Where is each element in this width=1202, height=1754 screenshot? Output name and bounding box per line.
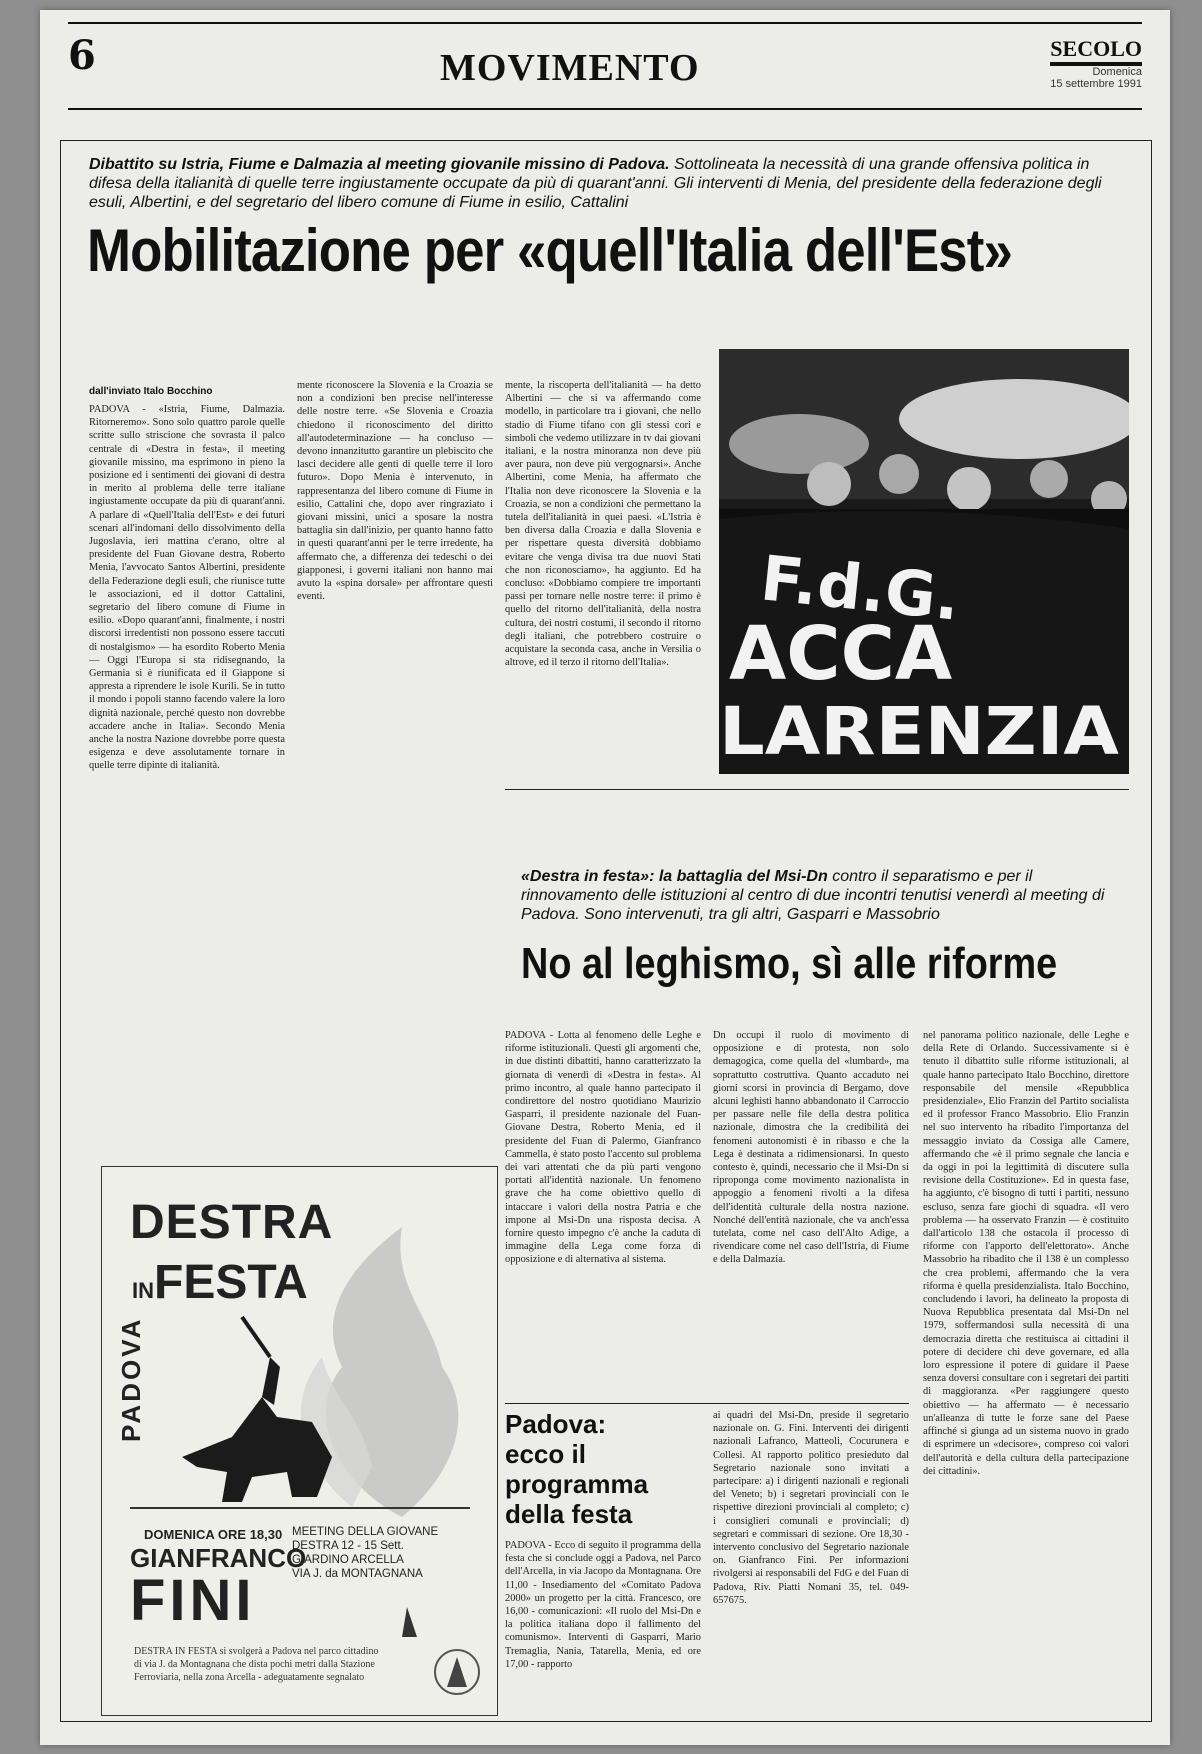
section-title: MOVIMENTO — [440, 47, 700, 89]
ad-speaker-last: FINI — [130, 1568, 256, 1633]
article1-column-1: PADOVA - «Istria, Fiume, Dalmazia. Ritorneremo». Sono solo quattro parole quelle scritte sullo striscione che sovrasta il palco centrale di «Destra in festa», il meeting giovanile missino, ma esprimono in pieno la posizione ed i sentimenti dei giovani di destra in merito al problema delle terre italiane ingiustamente occupate da più di quarant'anni. A parlare di «Quell'Italia dell'Est» e dei futuri scenari all'indomani dello dissolvimento della Jugoslavia, ieri mattina c'erano, oltre al presidente del Fuan Giovane destra, Roberto Menia, l'avvocato Santos Albertini, presidente della Federazione degli esuli, che riunisce tutte le associazioni, ed il dottor Cattalini, segretario del libero comune di Fiume in esilio. «Dopo quarant'anni, finalmente, i nostri discorsi irredentisti non possono essere taccuti di nostalgismo» — ha esordito Roberto Menia — Oggi l'Europa si sta ridisegnando, la Germania si è riunificata ed il Giappone si appresta a riprendere le isole Kurili. Se in tutto il mondo i popoli stanno facendo valere la loro dignità nazionale, perché questo non dovrebbe accadere anche in Italia». Secondo Menia anche la nostra Nazione dovrebbe porre questa esigenza e deve assolutamente tornare in quelle terre dipinte di italianità. — [89, 404, 285, 772]
top-rule — [68, 22, 1142, 24]
program-column-1: PADOVA - Ecco di seguito il programma della festa che si conclude oggi a Padova, nel Parco dell'Arcella, in via Jacopo da Montagnana. Ore 11,00 - Insediamento del «Comitato Padova 2000» un progetto per la città. Francesco, ore 16,00 - comunicazioni: «Il ruolo del Msi-Dn e la politica italiana dopo il fallimento del comunismo». Interventi di Gasparri, Mario Tremaglia, Nania, Tatarella, Menia, ed ore 17,00 - rapporto — [505, 1540, 701, 1670]
ad-title-word: FESTA — [154, 1256, 308, 1309]
ad-city-vertical: PADOVA — [116, 1316, 146, 1442]
destra-in-festa-advert — [101, 1166, 498, 1716]
program-panel — [505, 1409, 725, 1529]
photo-banner-line-3: LARENZIA — [719, 693, 1119, 770]
newspaper-page — [40, 10, 1170, 1745]
issue-date: 15 settembre 1991 — [1050, 78, 1142, 90]
header-rule — [68, 108, 1142, 110]
ad-footer-text: DESTRA IN FESTA si svolgerà a Padova nel parco cittadino di via J. da Montagnana che dista pochi metri dalla Stazione Ferroviaria, nella zona Arcella - adeguatamente segnalato — [134, 1646, 379, 1683]
issue-day: Domenica — [1092, 66, 1142, 78]
photo-banner-line-2: ACCA — [729, 611, 953, 697]
article1-column-3: mente, la riscoperta dell'italianità — ha detto Albertini — che si va affermando come modello, in particolare tra i giovani, che nello stadio di Fiume tifano con gli stessi cori e simboli che vedemo utilizzare in tv dai giovani italiani, e la nostra minoranza non deve più aver paura, non deve più vergognarsi». Anche Albertini, come Menia, ha affermato che l'Italia non deve riconoscere la Slovenia e la Croazia, se non a condizioni che permettano la tutela dell'italianità in quei paesi. «L'Istria è ben diversa dalla Croazia e dalla Slovenia e per rispettare questa diversità dobbiamo evitare che venga divisa tra due nuovi Stati che non riconosciamo», ha aggiunto. Ed ha concluso: «Dobbiamo compiere tre importanti passi per tornare nelle nostre terre: il primo è quello del ritorno dell'italianità, della nostra cultura, dei nostri costumi, il secondo il ritorno degli italiani, che potrebbero costruire o acquistare la seconda casa, anche in Versilia o altrove, ed il terzo il ritorno dell'Italia». — [505, 380, 701, 669]
ad-title-prefix: IN — [132, 1278, 154, 1303]
article2-column-3: nel panorama politico nazionale, delle Leghe e della Rete di Orlando. Successivamente si è tenuto il dibattito sulle riforme istituzionali, al quale hanno partecipato Italo Bocchino, direttore responsabile del mensile «Repubblica presidenziale», Elio Franzin del Partito socialista ed il professor Franco Massobrio. Elio Franzin nel suo intervento ha ribadito l'importanza del messaggio inviato da Cossiga alle Camere, affermando che «è il primo segnale che lancia e da oggi in poi la legittimità di discutere sulla revisione della Costituzione». Ed in questa fase, ha aggiunto, c'è bisogno di tutti i partiti, nessuno escluso, senza fare giochi di squadra. «Il vero problema — ha osservato Franzin — è costituito dall'articolo 138 che ostacola il processo di riforme con l'apporto dell'elettorato». Anche Massobrio ha ribadito che il 138 è un complesso che crea problemi, affermando che la vera riforma è quella presidenzialista. Italo Bocchino, concludendo i lavori, ha delineato la proposta di Nuova Repubblica presentata dal Msi-Dn nel 1979, soffermandosi sulla necessità di una democrazia diretta che restituisca ai cittadini il potere di decidere chi deve governare, ed alla loro espressione il potere di guidare il Paese senza doversi consultare con i segretari dei partiti di maggioranza. «Per raggiungere questo obiettivo — ha affermato — è necessario un'alleanza di tutte le forze sane del Paese affinché si giunga ad un sistema nuovo in grado di esprimere un «decisore», compreso coi valori dell'autorità e della cultura della partecipazione dei cittadini». — [923, 1030, 1129, 1477]
article2-column-1: PADOVA - Lotta al fenomeno delle Leghe e riforme istituzionali. Questi gli argomenti che, in due distinti dibattiti, hanno caratterizzato la giornata di venerdì di «Destra in festa». Al primo incontro, al quale hanno partecipato il condirettore del nostro quotidiano Maurizio Gasparri, il presidente nazionale del Fuan-Giovane Destra, Roberto Menia, ed il presidente del Fuan di Palermo, Gianfranco Cammella, è stato posto l'accento sul problema dei vari attentati che da più parti vengono portati all'identità nazionale. Un fenomeno grave che ha come obiettivo quello di intaccare i valori della nostra Patria e che impone al Msi-Dn una risposta decisa. A fornire questo impegno c'è anche la caduta di immagine della Lega come forza di opposizione e di alternativa al sistema. — [505, 1030, 701, 1266]
article1-kicker-text: Sottolineata la necessità di una grande offensiva politica in difesa della italianità di quelle terre ingiustamente occupate da più di quarant'anni. Gli interventi di Menia, del presidente della federazione degli esuli, Albertini, e del segretario del libero comune di Fiume in esilio, Cattalini — [89, 156, 1102, 211]
section-separator — [505, 789, 1129, 790]
masthead-block — [1050, 36, 1142, 90]
article2-kicker — [521, 867, 1131, 924]
ad-venue-line-4: VIA J. da MONTAGNANA — [292, 1568, 423, 1580]
article1-headline: Mobilitazione per «quell'Italia dell'Est» — [87, 217, 1012, 284]
program-column-2: ai quadri del Msi-Dn, preside il segretario nazionale on. G. Fini. Interventi dei dirigenti nazionali Lafranco, Matteoli, Cocurunera e Collesi. Al rapporto politico presieduto dal Segretario nazionale sono invitati a partecipare: a) i dirigenti nazionali e regionali del Veneto; b) i segretari provinciali con le rispettive direzioni provinciali al completo; c) i consiglieri comunali e provinciali; d) segretari e commissari di sezione. Ore 18,30 - intervento conclusivo del Segretario nazionale on. Gianfranco Fini. Per informazioni rivolgersi ai responsabili del FdG e del Fuan di Padova, Riv. Piatti Nomani 35, tel. 049-657675. — [713, 1410, 909, 1606]
photo-banner-line-1: F.d.G. — [757, 541, 964, 635]
article1-byline: dall'inviato Italo Bocchino — [89, 386, 213, 397]
program-title-4: della festa — [505, 1499, 633, 1529]
ad-title-line1: DESTRA — [130, 1196, 334, 1249]
article2-kicker-text: contro il separatismo e per il rinnovamento delle istituzioni al centro di due incontri tenutisi venerdì al meeting di Padova. Sono intervenuti, tra gli altri, Gasparri e Massobrio — [521, 868, 1105, 923]
ad-title-line2 — [132, 1255, 308, 1310]
article1-column-2: mente riconoscere la Slovenia e la Croazia se non a condizioni ben precise nell'interesse delle nostre terre. «Se Slovenia e Croazia chiedono il riconoscimento del diritto all'autodeterminazione — ha concluso — devono innanzitutto garantire un plebiscito che lasci decidere alle genti di quelle terre il loro futuro». Dopo Menia è intervenuto, in rappresentanza del libero comune di Fiume in esilio, Cattalini che, dopo aver ringraziato i giovani missini, unici a sposare la nostra battaglia sin dall'inizio, per quanto hanno fatto in questi quarant'anni per le terre irredente, ha affermato che, a differenza dei tedeschi o dei giapponesi, i governi italiani non hanno mai avuto la «spina dorsale» per affrontare questi eventi. — [297, 380, 493, 603]
program-title-2: ecco il — [505, 1439, 586, 1469]
article1-photo — [719, 349, 1129, 774]
panel-separator — [505, 1403, 909, 1404]
ad-venue-line-1: MEETING DELLA GIOVANE — [292, 1526, 439, 1538]
program-title-3: programma — [505, 1469, 649, 1499]
article1-kicker — [89, 155, 1129, 212]
article1-kicker-lead: Dibattito su Istria, Fiume e Dalmazia al meeting giovanile missino di Padova. — [89, 156, 670, 173]
page-number: 6 — [68, 32, 96, 79]
article2-kicker-lead: «Destra in festa»: la battaglia del Msi-Dn — [521, 868, 828, 885]
ad-event-time: DOMENICA ORE 18,30 — [144, 1527, 283, 1542]
article2-headline: No al leghismo, sì alle riforme — [521, 939, 1058, 988]
article-frame — [60, 140, 1152, 1722]
masthead-logo: SECOLO — [1050, 36, 1142, 66]
program-title-1: Padova: — [505, 1409, 607, 1439]
rally-photo-illustration — [719, 349, 1129, 774]
ad-venue — [292, 1525, 438, 1581]
article2-column-2: Dn occupi il ruolo di movimento di opposizione e di protesta, non solo demagogica, come quella del «lumbard», ma soprattutto costruttiva. Quanto accaduto nei giorni scorsi in provincia di Bergamo, dove alcuni leghisti hanno abbandonato il Carroccio per passare nelle file della destra politica nazionale, dimostra che la credibilità dei fenomeni autonomisti è in ribasso e che la Lega è destinata a ridimensionarsi. In questo contesto è, quindi, necessario che il Msi-Dn si riproponga come movimento nazionalista in appoggio a fenomeni rivolti a la difesa dell'identità culturale della nostra nazione. Nonché dell'entità nazionale, che va anch'essa tutelata, come nel caso dell'Alto Adige, a rivendicare come nel caso dell'Istria, di Fiume e della Dalmazia. — [713, 1030, 909, 1266]
ad-venue-line-2: DESTRA 12 - 15 Sett. — [292, 1540, 404, 1552]
ad-venue-line-3: GIARDINO ARCELLA — [292, 1554, 404, 1566]
ad-speaker-first: GIANFRANCO — [130, 1543, 307, 1573]
